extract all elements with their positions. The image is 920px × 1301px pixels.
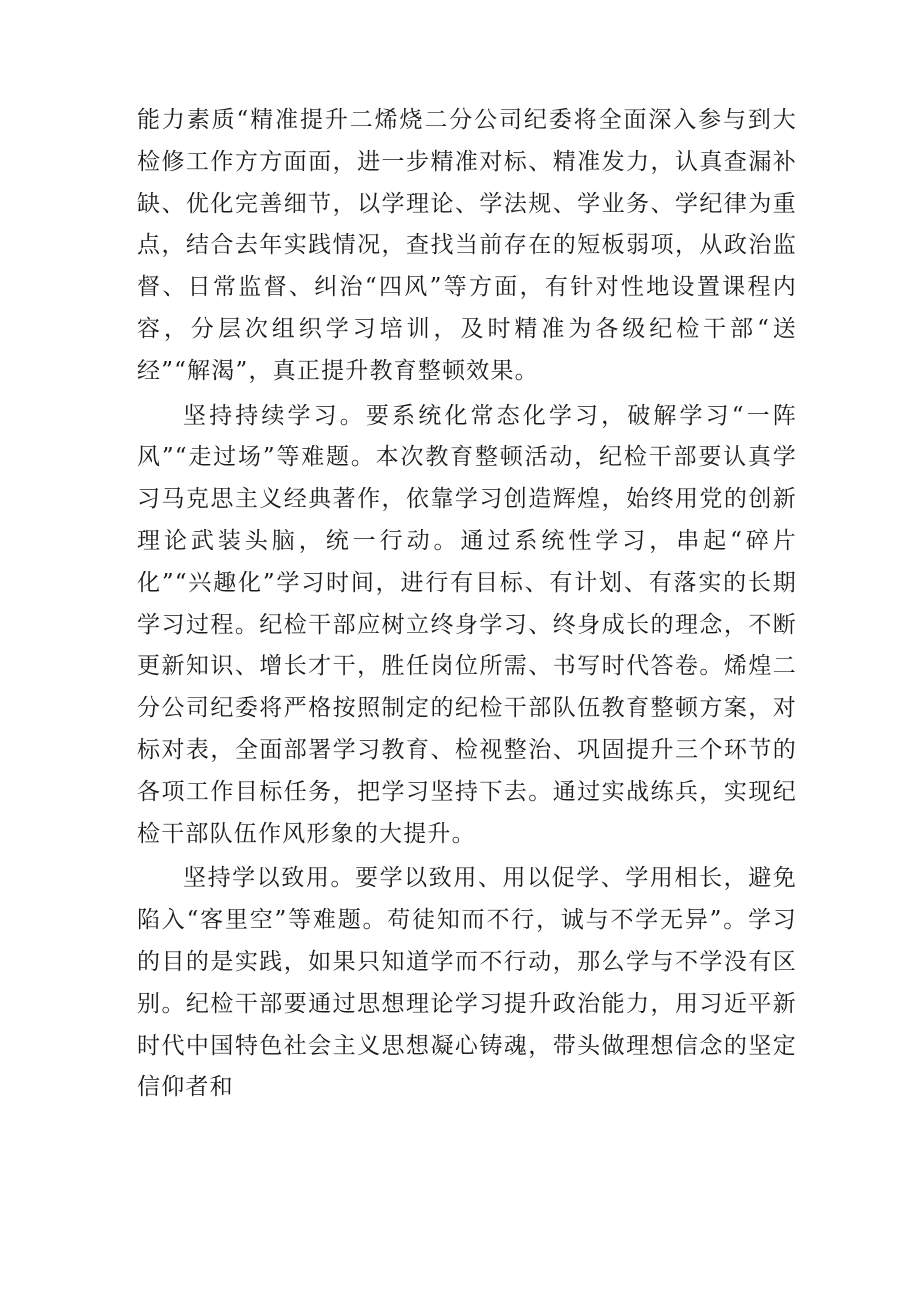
paragraph-1: 能力素质“精准提升二烯烧二分公司纪委将全面深入参与到大检修工作方方面面，进一步精准对标、精准发力，认真查漏补缺、优化完善细节，以学理论、学法规、学业务、学纪律为重点，结合去年实践情况，查找当前存在的短板弱项，从政治监督、日常监督、纠治“四风”等方面，有针对性地设置课程内容，分层次组织学习培训，及时精准为各级纪检干部“送经”“解渴”，真正提升教育整顿效果。: [137, 107, 797, 384]
paragraph-2: 坚持持续学习。要系统化常态化学习，破解学习“一阵风”“走过场”等难题。本次教育整顿活动，纪检干部要认真学习马克思主义经典著作，依靠学习创造辉煌，始终用党的创新理论武装头脑，统一行动。通过系统性学习，串起“碎片化”“兴趣化”学习时间，进行有目标、有计划、有落实的长期学习过程。纪检干部应树立终身学习、终身成长的理念，不断更新知识、增长才干，胜任岗位所需、书写时代答卷。烯煌二分公司纪委将严格按照制定的纪检干部队伍教育整顿方案，对标对表，全面部署学习教育、检视整治、巩固提升三个环节的各项工作目标任务，把学习坚持下去。通过实战练兵，实现纪检干部队伍作风形象的大提升。: [137, 402, 797, 847]
document-body: [137, 100, 797, 1109]
paragraph-3: 坚持学以致用。要学以致用、用以促学、学用相长，避免陷入“客里空”等难题。苟徒知而不行，诚与不学无异”。学习的目的是实践，如果只知道学而不行动，那么学与不学没有区别。纪检干部要通过思想理论学习提升政治能力，用习近平新时代中国特色社会主义思想凝心铸魂，带头做理想信念的坚定信仰者和: [137, 865, 797, 1101]
